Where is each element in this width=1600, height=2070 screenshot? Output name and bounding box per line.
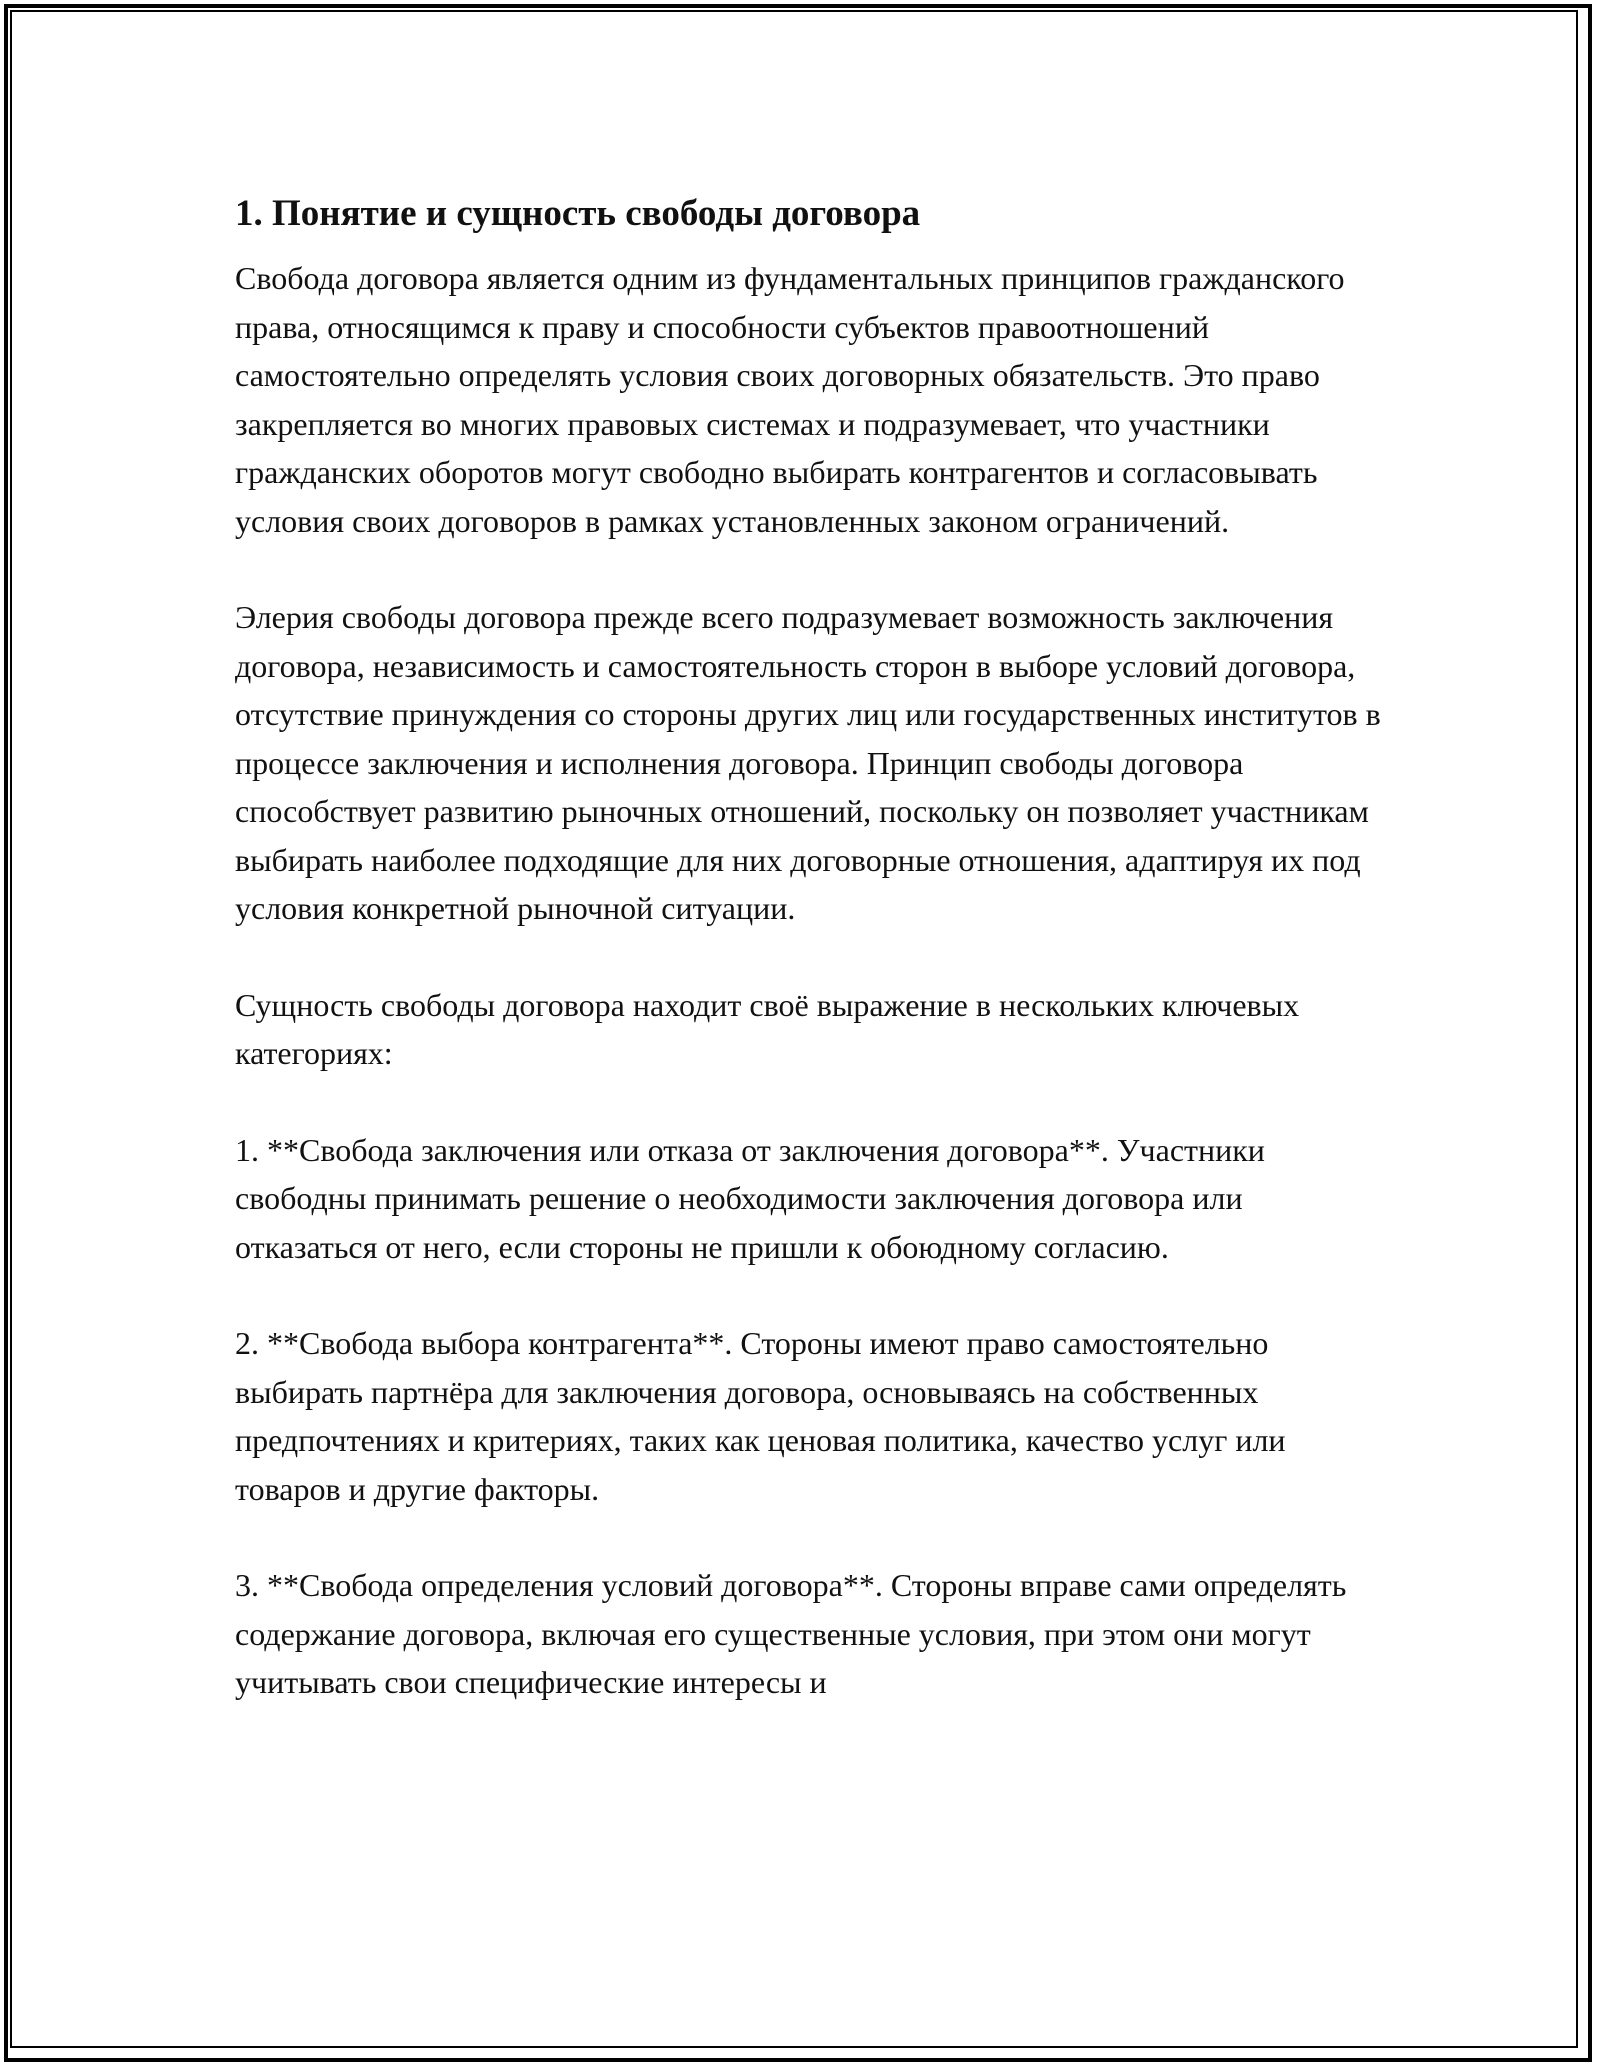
- list-item-3: 3. **Свобода определения условий договора**. Стороны вправе сами определять содержание договора, включая его существенные условия, при этом они могут учитывать свои специфические интересы и: [235, 1567, 1347, 1700]
- paragraph-elements: Элерия свободы договора прежде всего подразумевает возможность заключения договора, независимость и самостоятельность сторон в выборе условий договора, отсутствие принуждения со стороны других лиц или государственных институтов в процессе заключения и исполнения договора. Принцип свободы договора способствует развитию рыночных отношений, поскольку он позволяет участникам выбирать наиболее подходящие для них договорные отношения, адаптируя их под условия конкретной рыночной ситуации.: [235, 599, 1381, 926]
- list-item-2: 2. **Свобода выбора контрагента**. Стороны имеют право самостоятельно выбирать партнёра для заключения договора, основываясь на собственных предпочтениях и критериях, таких как ценовая политика, качество услуг или товаров и другие факторы.: [235, 1325, 1286, 1507]
- list-item-1: 1. **Свобода заключения или отказа от заключения договора**. Участники свободны принимать решение о необходимости заключения договора или отказаться от него, если стороны не пришли к обоюдному согласию.: [235, 1131, 1265, 1265]
- paragraph-essence: Сущность свободы договора находит своё выражение в нескольких ключевых категориях:: [235, 986, 1300, 1071]
- paragraph-intro: Свобода договора является одним из фундаментальных принципов гражданского права, относящимся к праву и способности субъектов правоотношений самостоятельно определять условия своих договорных обязательств. Это право закрепляется во многих правовых системах и подразумевает, что участники гражданских оборотов могут свободно выбирать контрагентов и согласовывать условия своих договоров в рамках установленных законом ограничений.: [235, 260, 1345, 539]
- document-body: [235, 186, 1390, 1707]
- section-heading: 1. Понятие и сущность свободы договора: [235, 193, 921, 234]
